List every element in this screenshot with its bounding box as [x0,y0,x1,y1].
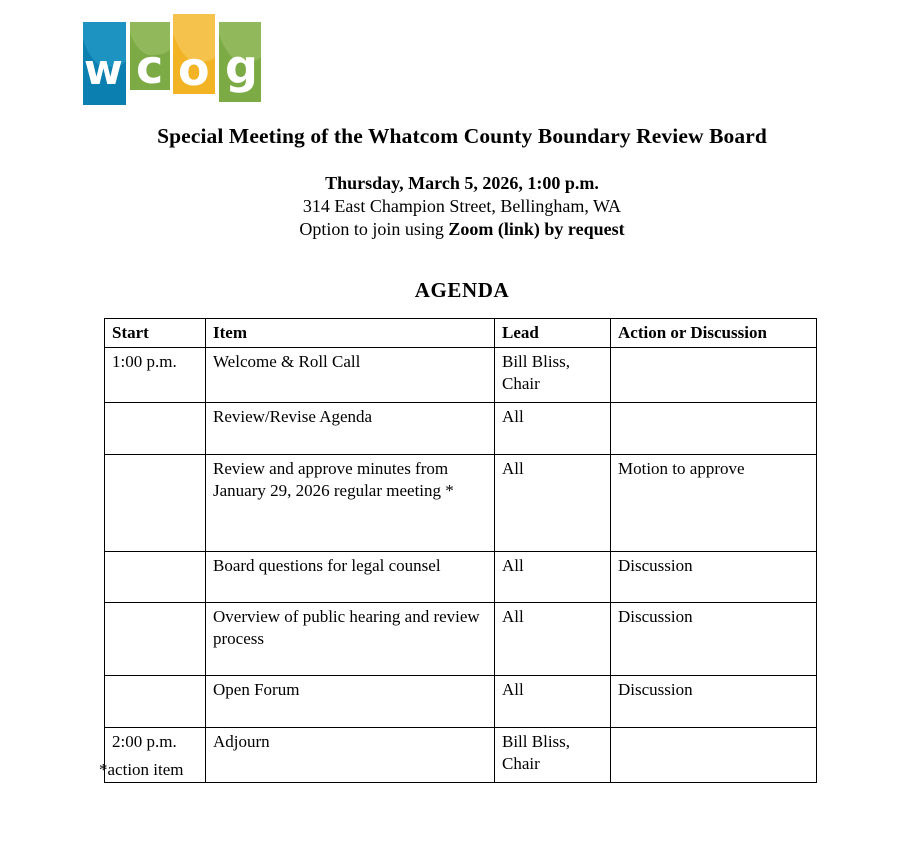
table-row [105,603,817,676]
cell-item: Board questions for legal counsel [206,552,495,603]
meeting-address: 314 East Champion Street, Bellingham, WA [302,196,622,216]
agenda-heading: AGENDA [414,278,510,302]
table-row [105,552,817,603]
cell-start [105,455,206,552]
cell-item: Adjourn [206,728,495,783]
wcog-logo [80,12,258,104]
cell-action: Discussion [611,552,817,603]
cell-action: Discussion [611,676,817,728]
column-header-action: Action or Discussion [611,319,817,348]
table-row [105,728,817,783]
cell-lead: Bill Bliss, Chair [495,728,611,783]
cell-start [105,676,206,728]
cell-lead: All [495,403,611,455]
logo-letter-g: g [225,40,258,94]
cell-item: Overview of public hearing and review process [206,603,495,676]
cell-lead: All [495,676,611,728]
table-row [105,676,817,728]
logo-letter-c: c [136,40,164,94]
cell-item: Open Forum [206,676,495,728]
cell-start [105,403,206,455]
cell-action: Motion to approve [611,455,817,552]
cell-action [611,403,817,455]
zoom-line-prefix: Option to join using [299,219,449,239]
table-header-row [105,319,817,348]
meeting-zoom-line [0,218,924,241]
cell-start: 1:00 p.m. [105,348,206,403]
cell-lead: Bill Bliss, Chair [495,348,611,403]
table-row [105,403,817,455]
cell-action [611,348,817,403]
logo-letter-w: w [84,45,121,94]
cell-lead: All [495,603,611,676]
cell-action [611,728,817,783]
table-row [105,348,817,403]
meeting-datetime: Thursday, March 5, 2026, 1:00 p.m. [325,173,599,193]
cell-start: 2:00 p.m. [105,728,206,783]
column-header-lead: Lead [495,319,611,348]
cell-lead: All [495,455,611,552]
column-header-item: Item [206,319,495,348]
agenda-table [104,318,817,783]
table-row [105,455,817,552]
cell-item: Welcome & Roll Call [206,348,495,403]
cell-start [105,603,206,676]
page-title: Special Meeting of the Whatcom County Boundary Review Board [157,124,767,148]
zoom-link-text: Zoom (link) by request [448,219,625,239]
cell-action: Discussion [611,603,817,676]
cell-item: Review and approve minutes from January 29, 2026 regular meeting * [206,455,495,552]
cell-start [105,552,206,603]
logo-letter-o: o [178,42,210,96]
meeting-details [0,172,924,241]
cell-lead: All [495,552,611,603]
column-header-start: Start [105,319,206,348]
cell-item: Review/Revise Agenda [206,403,495,455]
footnote: *action item [99,760,184,779]
